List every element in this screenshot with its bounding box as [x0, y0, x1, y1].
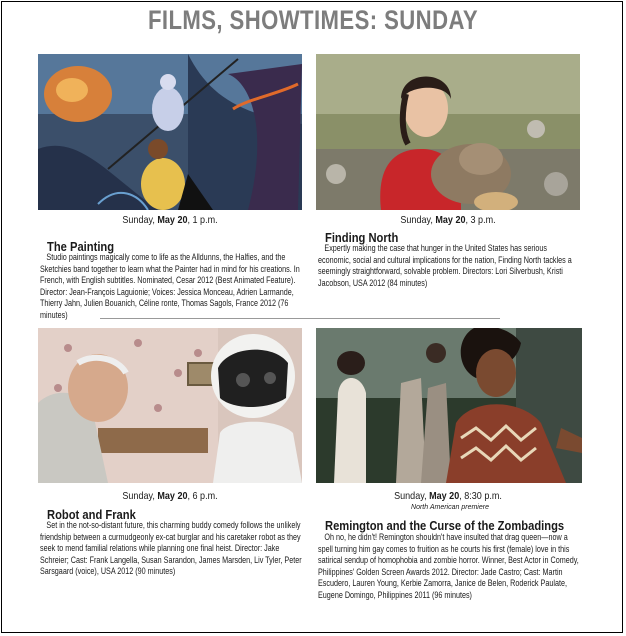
page-title: FILMS, SHOWTIMES: SUNDAY — [147, 5, 479, 35]
section-divider — [100, 318, 500, 319]
film-title-remington: Remington and the Curse of the Zombadings — [325, 518, 565, 533]
film-title-finding-north: Finding North — [325, 230, 399, 245]
showtime-remington: Sunday, May 20, 8:30 p.m. — [394, 490, 502, 502]
film-description-finding-north: Expertly making the case that hunger in the United States has serious economic, social and cultural implications for the nation, Finding North tackles a seemingly straightforward, solvable problem. Directors: Lori Silverbush, Kristi Jacobson, USA 2012 (84 minutes) — [318, 243, 572, 288]
film-description-the-painting: Studio paintings magically come to life as the Alldunns, the Halfies, and the Sketchies band together to learn what the Painter had in mind for his creations. In French, with English subtitles. Nominated, Cesar 2012 (Best Animated Feature). Director: Jean-François Laguionie; Voices: Jessica Monceau, Adrien Larmande, Thierry Jahn, Julien Bouanich, Céline ronte, Thomas Sagols, France 2012 (76 minutes) — [40, 252, 300, 320]
premiere-label: North American premiere — [411, 504, 489, 511]
film-still-the-painting — [38, 54, 302, 210]
film-still-remington — [316, 328, 582, 483]
film-still-finding-north — [316, 54, 580, 210]
showtime-finding-north: Sunday, May 20, 3 p.m. — [400, 214, 496, 226]
film-description-robot-and-frank: Set in the not-so-distant future, this charming buddy comedy follows the unlikely friendship between a curmudgeonly ex-cat burglar and his caretaker robot as they seek to mend familial relations while planning one final heist. Director: Jake Schreier; Cast: Frank Langella, Susan Sarandon, James Marsden, Liv Tyler, Peter Sarsgaard (voice), USA 2012 (90 minutes) — [40, 520, 302, 577]
film-title-robot-and-frank: Robot and Frank — [47, 507, 136, 522]
film-title-the-painting: The Painting — [47, 239, 115, 254]
film-description-remington: Oh no, he didn't! Remington shouldn't have insulted that drag queen—now a spell turning him gay comes to fruition as he courts his first (female) love in this satirical sendup of homophobia and zombie horror. Winner, Best Actor in Comedy, Philippines' Golden Screen Awards 2012. Director: Jade Castro; Cast: Martin Escudero, Lauren Young, Kerbie Zamorra, Janice de Belen, Roderick Paulate, Eugene Domingo, Philippines 2011 (96 minutes) — [318, 532, 579, 600]
showtime-the-painting: Sunday, May 20, 1 p.m. — [122, 214, 218, 226]
showtime-robot-and-frank: Sunday, May 20, 6 p.m. — [122, 490, 218, 502]
film-still-robot-and-frank — [38, 328, 302, 483]
